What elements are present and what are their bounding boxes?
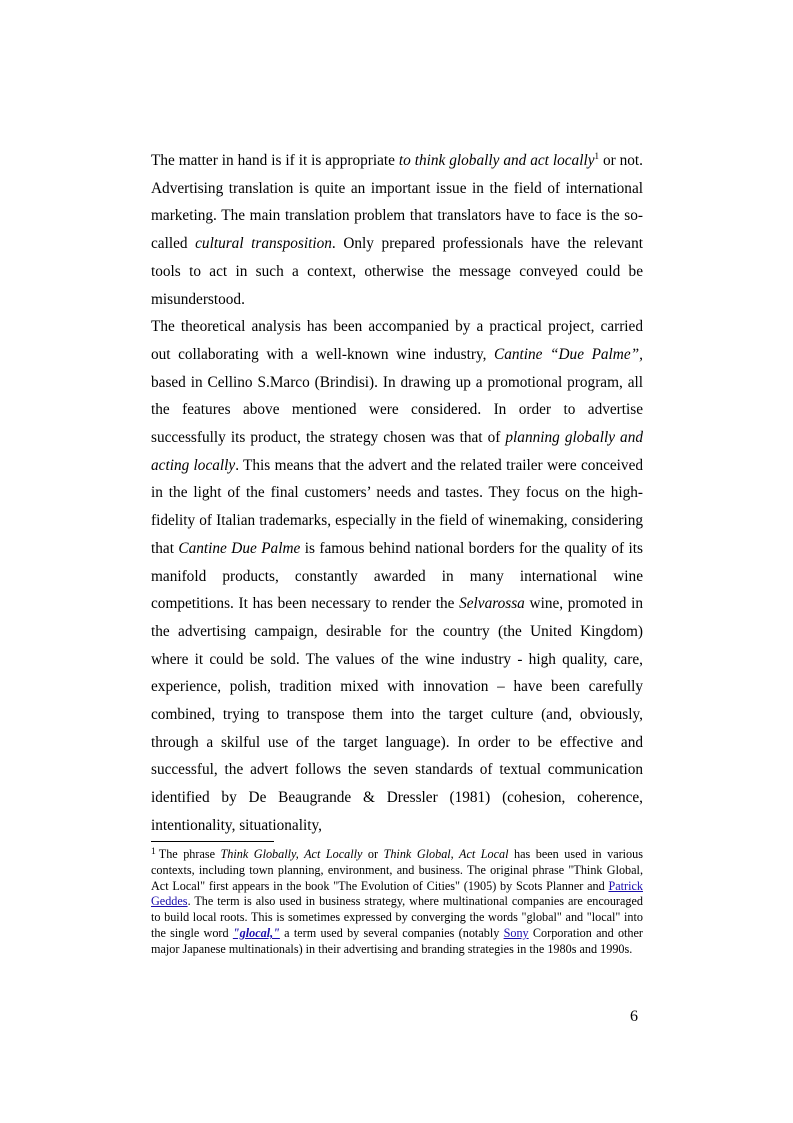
paragraph-1 [151, 147, 643, 313]
footnote [151, 847, 643, 958]
italic-phrase: Think Globally, Act Locally [220, 847, 363, 861]
text-run: is famous behind national borders for the quality of its manifold products, constantly awarded in many international wine competitions. It has been necessary to render the [151, 539, 643, 613]
footnote-mark: 1 [151, 847, 156, 857]
text-run: or not. Advertising translation is quite an important issue in the field of international marketing. The main translation problem that translators have to face is the so-called [151, 152, 644, 253]
italic-phrase: Think Global, Act Local [383, 847, 509, 861]
footnote-reference[interactable]: 1 [594, 151, 599, 161]
text-run: . Only prepared professionals have the relevant tools to act in such a context, otherwise the message conveyed could be misunderstood. [151, 235, 643, 308]
text-run: based in Cellino S.Marco (Brindisi). In drawing up a promotional program, all the features above mentioned were considered. In order to advertise successfully its product, the strategy chosen was that of [151, 373, 643, 447]
italic-phrase: planning globally and acting locally [151, 429, 644, 474]
text-run: a term used by several companies (notably [279, 925, 504, 940]
italic-phrase: to think globally and act locally [398, 152, 595, 169]
paragraph-2 [151, 313, 643, 839]
sony-link[interactable]: Sony [503, 925, 529, 940]
text-run: has been used in various contexts, including town planning, environment, and business. The original phrase "Think Global, Act Local" first appears in the book "The Evolution of Cities" (1905) by Scots Planner and [151, 847, 643, 893]
text-run: The matter in hand is if it is appropriate [151, 152, 399, 169]
patrick-geddes-link[interactable]: Patrick Geddes [151, 878, 643, 909]
body-text [151, 147, 643, 840]
text-run: Corporation and other major Japanese multinationals) in their advertising and branding strategies in the 1980s and 1990s. [151, 925, 643, 956]
italic-phrase: cultural transposition [195, 235, 332, 253]
text-run: The phrase [158, 847, 221, 861]
footnote-separator [151, 841, 274, 842]
text-run: . The term is also used in business strategy, where multinational companies are encouraged to build local roots. This is sometimes expressed by converging the words "global" and "local" into the single word [151, 894, 643, 940]
text-run: or [362, 847, 384, 861]
italic-phrase: Selvarossa [459, 595, 525, 613]
page-number: 6 [630, 1008, 638, 1025]
italic-phrase: Cantine Due Palme [178, 539, 301, 557]
text-run: . This means that the advert and the related trailer were conceived in the light of the final customers’ needs and tastes. They focus on the high-fidelity of Italian trademarks, especially in the field of winemaking, considering that [151, 456, 644, 557]
glocal-link[interactable]: "glocal," [232, 925, 280, 940]
text-run: The theoretical analysis has been accompanied by a practical project, carried out collaborating with a well-known wine industry, [151, 318, 643, 363]
italic-phrase: Cantine “Due Palme”, [494, 345, 643, 363]
text-run: wine, promoted in the advertising campaign, desirable for the country (the United Kingdom) where it could be sold. The values of the wine industry - high quality, care, experience, polish, tradition mixed with innovation – have been carefully combined, trying to transpose them into the target culture (and, obviously, through a skilful use of the target language). In order to be effective and successful, the advert follows the seven standards of textual communication identified by De Beaugrande & Dressler (1981) (cohesion, coherence, intentionality, situationality, [151, 595, 643, 834]
